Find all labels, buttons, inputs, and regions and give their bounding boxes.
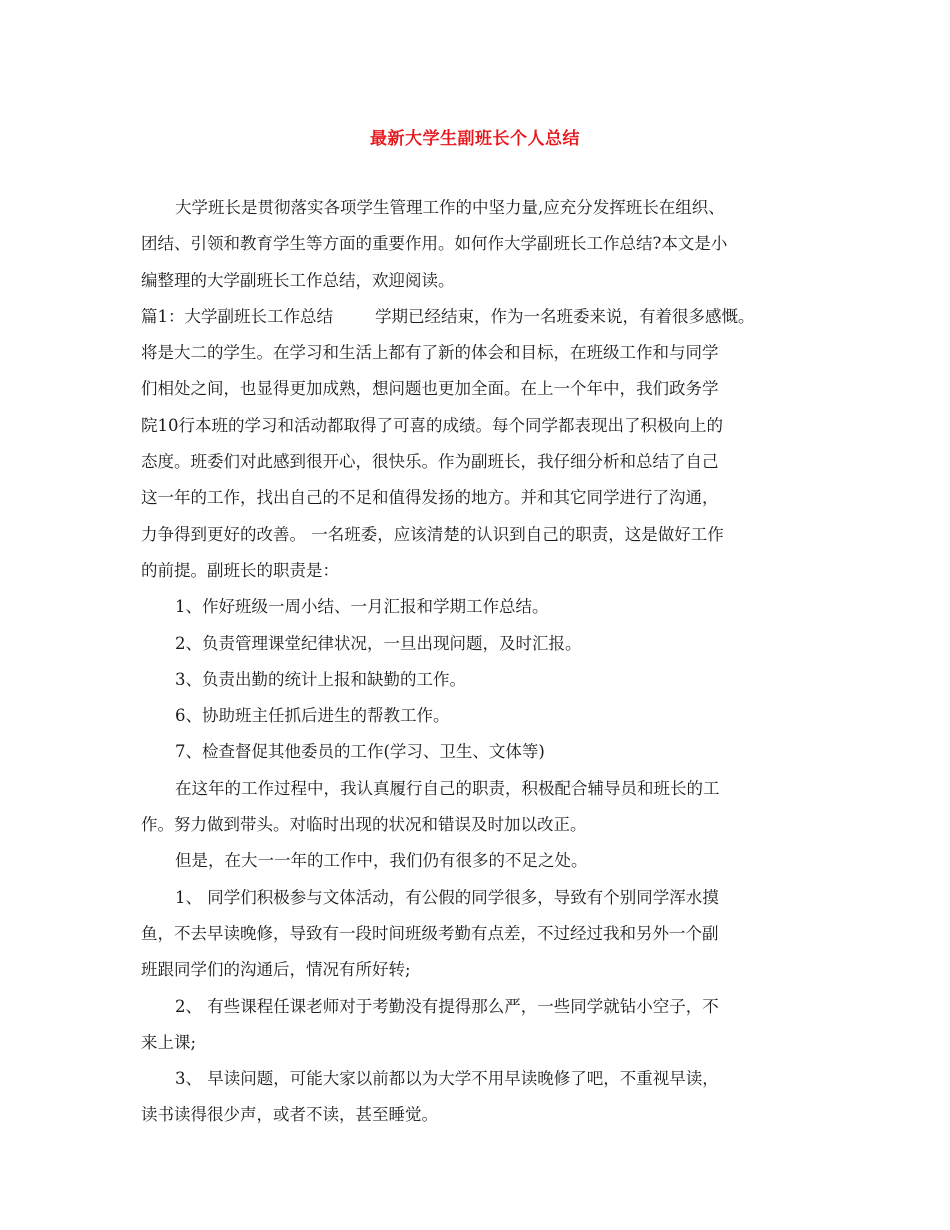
text-line-content: 篇1：大学副班长工作总结 bbox=[141, 306, 333, 326]
text-line-content-continued: 学期已经结束，作为一名班委来说，有着很多感慨。 bbox=[375, 306, 755, 326]
text-line bbox=[141, 698, 821, 734]
text-line bbox=[141, 989, 821, 1025]
text-line bbox=[141, 517, 821, 553]
text-line-content: 读书读得很少声，或者不读，甚至睡觉。 bbox=[141, 1105, 438, 1125]
text-line-content: 将是大二的学生。在学习和生活上都有了新的体会和目标，在班级工作和与同学 bbox=[141, 343, 719, 363]
text-line-content: 2、负责管理课堂纪律状况，一旦出现问题，及时汇报。 bbox=[175, 633, 582, 653]
text-line bbox=[141, 771, 821, 807]
document-body bbox=[141, 190, 821, 1134]
text-line bbox=[141, 190, 821, 226]
text-line bbox=[141, 553, 821, 589]
text-line bbox=[141, 1025, 821, 1061]
text-line-content: 7、检查督促其他委员的工作(学习、卫生、文体等) bbox=[175, 742, 545, 762]
text-line-content: 鱼，不去早读晚修，导致有一段时间班级考勤有点差，不过经过我和另外一个副 bbox=[141, 923, 719, 943]
text-line-content: 1、 同学们积极参与文体活动，有公假的同学很多，导致有个别同学浑水摸 bbox=[175, 887, 719, 907]
text-line bbox=[141, 734, 821, 770]
text-line-content: 在这年的工作过程中，我认真履行自己的职责，积极配合辅导员和班长的工 bbox=[175, 778, 720, 798]
text-line bbox=[141, 1097, 821, 1133]
text-line bbox=[141, 880, 821, 916]
text-line-content: 3、负责出勤的统计上报和缺勤的工作。 bbox=[175, 669, 466, 689]
text-line-content: 院10行本班的学习和活动都取得了可喜的成绩。每个同学都表现出了积极向上的 bbox=[141, 415, 723, 435]
text-line bbox=[141, 299, 821, 335]
text-line-content: 3、 早读问题，可能大家以前都以为大学不用早读晚修了吧，不重视早读， bbox=[175, 1069, 719, 1089]
text-line-content: 大学班长是贯彻落实各项学生管理工作的中坚力量,应充分发挥班长在组织、 bbox=[175, 198, 725, 217]
text-line bbox=[141, 408, 821, 444]
document-title: 最新大学生副班长个人总结 bbox=[370, 129, 580, 149]
text-line-content: 力争得到更好的改善。 一名班委，应该清楚的认识到自己的职责，这是做好工作 bbox=[141, 524, 724, 544]
text-line bbox=[141, 1061, 821, 1097]
text-line-content: 2、 有些课程任课老师对于考勤没有提得那么严，一些同学就钻小空子，不 bbox=[175, 996, 719, 1016]
text-line-content: 1、作好班级一周小结、一月汇报和学期工作总结。 bbox=[175, 597, 549, 617]
text-line-content: 这一年的工作，找出自己的不足和值得发扬的地方。并和其它同学进行了沟通， bbox=[141, 488, 719, 508]
text-line-content: 作。努力做到带头。对临时出现的状况和错误及时加以改正。 bbox=[141, 815, 587, 835]
text-line bbox=[141, 662, 821, 698]
text-line-content: 来上课; bbox=[141, 1032, 197, 1052]
text-line bbox=[141, 263, 821, 299]
text-line bbox=[141, 807, 821, 843]
text-line-content: 编整理的大学副班长工作总结，欢迎阅读。 bbox=[141, 270, 455, 290]
text-line-content: 们相处之间，也显得更加成熟，想问题也更加全面。在上一个年中，我们政务学 bbox=[141, 379, 719, 399]
text-line bbox=[141, 480, 821, 516]
text-line-content: 班跟同学们的沟通后，情况有所好转; bbox=[141, 960, 411, 980]
text-line bbox=[141, 916, 821, 952]
text-line-content: 的前提。副班长的职责是： bbox=[141, 560, 339, 580]
text-line-content: 团结、引领和教育学生等方面的重要作用。如何作大学副班长工作总结?本文是小 bbox=[141, 234, 728, 254]
text-line-content: 态度。班委们对此感到很开心，很快乐。作为副班长，我仔细分析和总结了自己 bbox=[141, 452, 719, 472]
text-line bbox=[141, 335, 821, 371]
text-line bbox=[141, 843, 821, 879]
text-line bbox=[141, 444, 821, 480]
text-line bbox=[141, 589, 821, 625]
text-line-content: 但是，在大一一年的工作中，我们仍有很多的不足之处。 bbox=[175, 851, 588, 871]
text-line bbox=[141, 952, 821, 988]
text-line bbox=[141, 226, 821, 262]
text-line bbox=[141, 371, 821, 407]
text-line-content: 6、协助班主任抓后进生的帮教工作。 bbox=[175, 706, 450, 726]
text-line bbox=[141, 626, 821, 662]
